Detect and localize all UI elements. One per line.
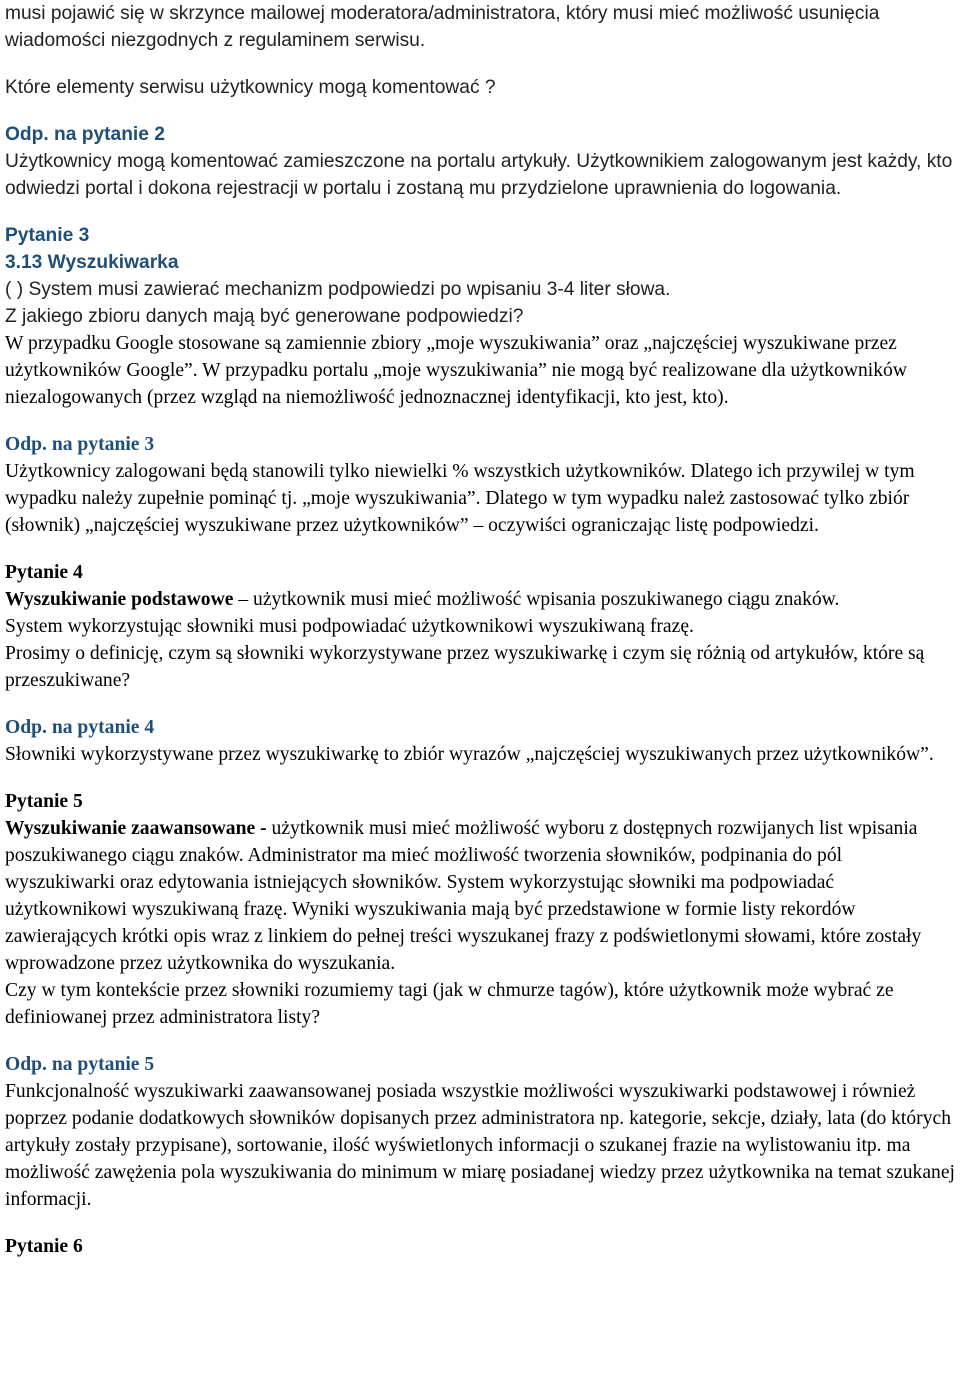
question-5-line-2: Czy w tym kontekście przez słowniki rozumiemy tagi (jak w chmurze tagów), które użytkownik może wybrać ze definiowanej przez administratora listy? (5, 980, 894, 1028)
answer-4-text: Słowniki wykorzystywane przez wyszukiwarkę to zbiór wyrazów „najczęściej wyszukiwanych przez użytkowników”. (5, 744, 934, 765)
question-3-question: Z jakiego zbioru danych mają być generowane podpowiedzi? (5, 306, 524, 327)
question-3-text: W przypadku Google stosowane są zamiennie zbiory „moje wyszukiwania” oraz „najczęściej wyszukiwane przez użytkowników Google”. W przypadku portalu „moje wyszukiwania” nie mogą być realizowane dla użytkowników niezalogowanych (przez wzgląd na niemożliwość jednoznacznej identyfikacji, kto jest, kto). (5, 333, 907, 408)
question-5-lead-rest: użytkownik musi mieć możliwość wyboru z dostępnych rozwijanych list wpisania poszukiwanego ciągu znaków. Administrator ma mieć możliwość tworzenia słowników, podpinania do pól wyszukiwarki oraz edytowania istniejących słowników. System wykorzystując słowniki ma podpowiadać użytkownikowi wyszukiwaną frazę. Wyniki wyszukiwania mają być przedstawione w formie listy rekordów zawierających krótki opis wraz z linkiem do pełnej treści wyszukanej frazy z podświetlonymi słowami, które zostały wprowadzone przez użytkownika do wyszukania. (5, 818, 922, 974)
question-5-lead: Wyszukiwanie zaawansowane - (5, 818, 267, 839)
question-3-heading: Pytanie 3 (5, 225, 90, 246)
answer-2-heading: Odp. na pytanie 2 (5, 124, 165, 145)
intro-paragraph: musi pojawić się w skrzynce mailowej moderatora/administratora, który musi mieć możliwość usunięcia wiadomości niezgodnych z regulaminem serwisu. (5, 3, 880, 51)
question-6-heading: Pytanie 6 (5, 1236, 83, 1257)
answer-3-text: Użytkownicy zalogowani będą stanowili tylko niewielki % wszystkich użytkowników. Dlatego ich przywilej w tym wypadku należy zupełnie pominąć tj. „moje wyszukiwania”. Dlatego w tym wypadku należ zastosować tylko zbiór (słownik) „najczęściej wyszukiwane przez użytkowników” – oczywiści ograniczając listę podpowiedzi. (5, 461, 915, 536)
answer-3-heading: Odp. na pytanie 3 (5, 434, 155, 455)
question-4-line-3: Prosimy o definicję, czym są słowniki wykorzystywane przez wyszukiwarkę i czym się różnią od artykułów, które są przeszukiwane? (5, 643, 925, 691)
question-4-lead-paragraph (5, 586, 956, 613)
intro-question: Które elementy serwisu użytkownicy mogą komentować ? (5, 77, 496, 98)
answer-5-heading: Odp. na pytanie 5 (5, 1054, 155, 1075)
question-4-line-2: System wykorzystując słowniki musi podpowiadać użytkownikowi wyszukiwaną frazę. (5, 616, 694, 637)
section-3-13-heading: 3.13 Wyszukiwarka (5, 252, 179, 273)
question-4-heading: Pytanie 4 (5, 562, 83, 583)
question-3-requirement: ( ) System musi zawierać mechanizm podpowiedzi po wpisaniu 3-4 liter słowa. (5, 279, 671, 300)
answer-2-text: Użytkownicy mogą komentować zamieszczone na portalu artykuły. Użytkownikiem zalogowanym jest każdy, kto odwiedzi portal i dokona rejestracji w portalu i zostaną mu przydzielone uprawnienia do logowania. (5, 151, 953, 199)
question-4-lead: Wyszukiwanie podstawowe (5, 589, 234, 610)
question-5-lead-paragraph (5, 815, 956, 977)
answer-5-text: Funkcjonalność wyszukiwarki zaawansowanej posiada wszystkie możliwości wyszukiwarki podstawowej i również poprzez podanie dodatkowych słowników dopisanych przez administratora np. kategorie, sekcje, działy, lata (do których artykuły zostały przypisane), sortowanie, ilość wyświetlonych informacji o szukanej frazie na wylistowaniu itp. ma możliwość zawężenia pola wyszukiwania do minimum w miarę posiadanej wiedzy przez użytkownika na temat szukanej informacji. (5, 1081, 955, 1210)
answer-4-heading: Odp. na pytanie 4 (5, 717, 155, 738)
question-4-lead-rest: – użytkownik musi mieć możliwość wpisania poszukiwanego ciągu znaków. (233, 589, 840, 610)
question-5-heading: Pytanie 5 (5, 791, 83, 812)
